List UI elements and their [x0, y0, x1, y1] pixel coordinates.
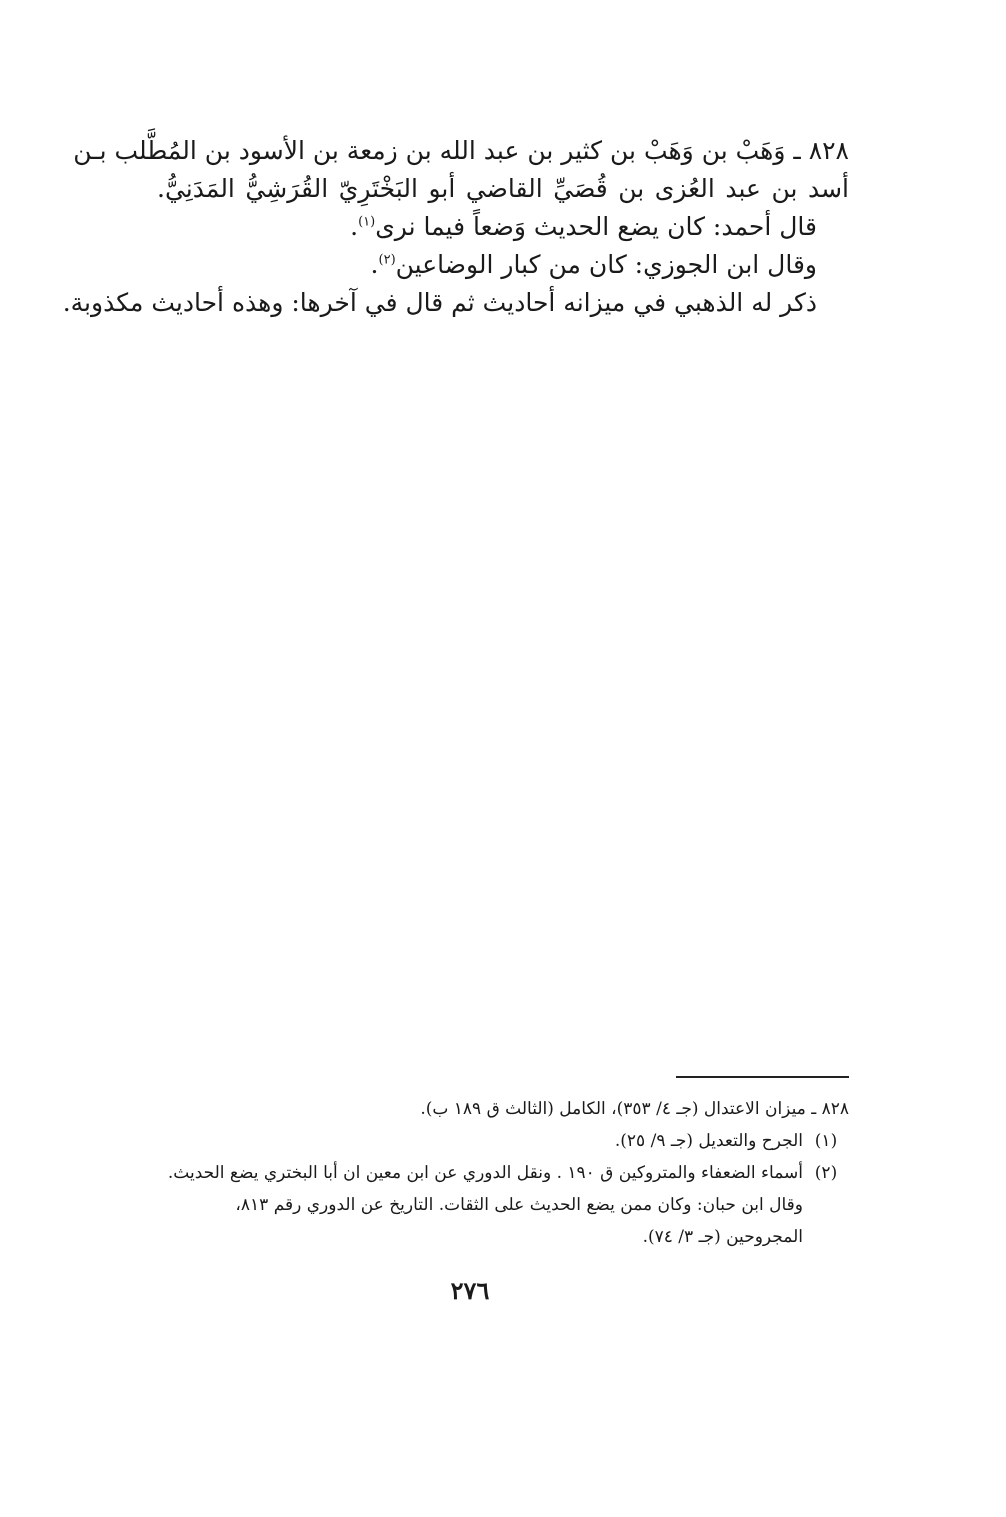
footnote-2-line-2: وقال ابن حبان: وكان ممن يضع الحديث على الثقات. التاريخ عن الدوري رقم ٨١٣، — [235, 1195, 803, 1215]
quote-ahmad-end: . — [350, 212, 359, 241]
entry-name-part-1: ـ وَهَبْ بن وَهَبْ بن كثير بن عبد الله بن زمعة بن الأسود بن المُطَّلب بـن — [73, 136, 801, 165]
main-text — [62, 132, 849, 322]
quote-ibn-al-jawzi-end: . — [370, 250, 379, 279]
footnote-1-marker: (١) — [814, 1131, 838, 1151]
entry-line-1 — [73, 132, 849, 170]
quote-ibn-al-jawzi-text: وقال ابن الجوزي: كان من كبار الوضاعين — [395, 250, 817, 279]
page-number: ٢٧٦ — [450, 1276, 490, 1305]
entry-line-2: أسد بن عبد العُزى بن قُصَيِّ القاضي أبو البَخْتَرِيّ القُرَشِيُّ المَدَنِيُّ. — [157, 174, 849, 203]
footnotes — [157, 1093, 849, 1253]
footnote-2-line-3: المجروحين (جـ ٣/ ٧٤). — [642, 1227, 803, 1247]
quote-dhahabi: ذكر له الذهبي في ميزانه أحاديث ثم قال في آخرها: وهذه أحاديث مكذوبة. — [62, 288, 817, 317]
footnote-ref-2: (٢) — [378, 252, 396, 268]
footnote-source: ٨٢٨ ـ ميزان الاعتدال (جـ ٤/ ٣٥٣)، الكامل (الثالث ق ١٨٩ ب). — [420, 1099, 849, 1119]
quote-ahmad — [157, 208, 849, 246]
footnote-ref-1: (١) — [358, 214, 376, 230]
footnote-1-text: الجرح والتعديل (جـ ٩/ ٢٥). — [614, 1131, 803, 1151]
footnote-separator — [676, 1076, 849, 1078]
footnote-1 — [157, 1125, 849, 1157]
quote-ibn-al-jawzi — [157, 246, 849, 284]
footnote-2-marker: (٢) — [814, 1163, 838, 1183]
footnote-2-line-1: أسماء الضعفاء والمتروكين ق ١٩٠ . ونقل الدوري عن ابن معين ان أبا البختري يضع الحديث. — [167, 1163, 803, 1183]
quote-ahmad-text: قال أحمد: كان يضع الحديث وَضعاً فيما نرى — [375, 212, 817, 241]
entry-number: ٨٢٨ — [808, 136, 849, 165]
footnote-2 — [157, 1157, 849, 1189]
